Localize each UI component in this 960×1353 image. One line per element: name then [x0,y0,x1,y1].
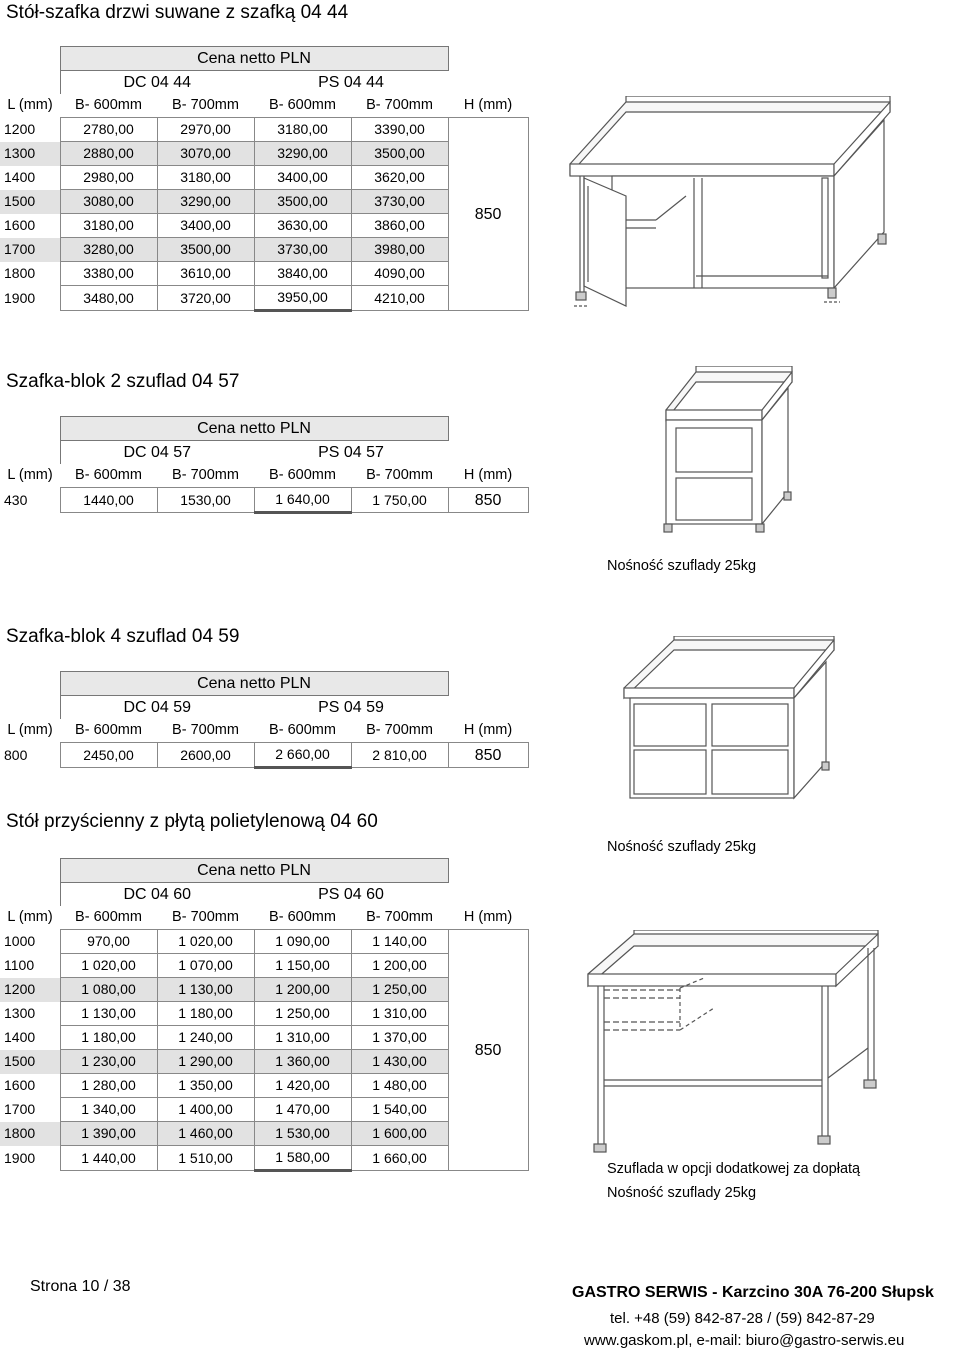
price-cell: 1 340,00 [60,1098,157,1122]
price-cell: 3980,00 [351,238,448,262]
price-header-row [0,47,528,71]
price-cell: 3070,00 [157,142,254,166]
column-header: B- 700mm [172,909,239,925]
price-cell: 3840,00 [254,262,351,286]
price-cell: 1 200,00 [254,978,351,1002]
column-header: B- 600mm [269,467,336,483]
price-cell: 1 420,00 [254,1074,351,1098]
price-cell: 1 530,00 [254,1122,351,1146]
price-cell: 1 580,00 [254,1146,351,1171]
length-cell: 1800 [0,1122,60,1146]
four-drawer-block-drawing [620,636,840,806]
length-cell: 1500 [0,190,60,214]
price-table [0,46,529,312]
price-cell: 1 510,00 [157,1146,254,1171]
spacer-cell [448,672,528,696]
spacer-cell [448,859,528,883]
column-header: H (mm) [463,909,513,925]
table-row [0,118,528,142]
column-header-row [0,719,528,743]
column-header: B- 700mm [172,722,239,738]
price-cell: 1 310,00 [254,1026,351,1050]
price-cell: 1 080,00 [60,978,157,1002]
column-header: B- 700mm [366,467,433,483]
length-cell: 1900 [4,1149,36,1166]
spacer-cell [0,859,60,883]
wall-table-drawing [584,930,884,1156]
price-header-row [0,417,528,441]
length-cell: 1400 [4,169,36,185]
price-table [0,416,529,514]
price-cell: 1 310,00 [351,1002,448,1026]
price-cell: 3380,00 [60,262,157,286]
height-cell: 850 [448,488,528,513]
company-web-email: www.gaskom.pl, e-mail: biuro@gastro-serwis.eu [584,1332,905,1349]
model-row [0,441,528,465]
price-cell: 1 240,00 [157,1026,254,1050]
model-ps: PS 04 57 [318,444,384,461]
model-ps: PS 04 44 [318,74,384,91]
model-ps: PS 04 60 [318,886,384,903]
spacer-cell [448,71,528,95]
price-cell: 2450,00 [60,743,157,768]
column-header: B- 700mm [366,722,433,738]
price-cell: 3400,00 [157,214,254,238]
price-cell: 2980,00 [60,166,157,190]
column-header: B- 600mm [75,909,142,925]
spacer-cell [448,696,528,720]
table-row [0,930,528,954]
price-cell: 3730,00 [351,190,448,214]
price-header-row [0,672,528,696]
section-title: Stół przyścienny z płytą polietylenową 04 60 [6,811,378,832]
price-cell: 1 660,00 [351,1146,448,1171]
price-cell: 4210,00 [351,286,448,311]
column-header: L (mm) [7,467,53,484]
price-cell: 1 370,00 [351,1026,448,1050]
price-cell: 2 810,00 [351,743,448,768]
column-header: B- 600mm [269,909,336,925]
length-cell: 1500 [0,1050,60,1074]
price-cell: 1 360,00 [254,1050,351,1074]
column-header: L (mm) [7,909,53,926]
column-header: H (mm) [463,722,513,738]
column-header: B- 700mm [366,97,433,113]
length-cell: 1900 [4,289,36,306]
column-header: H (mm) [463,97,513,113]
price-cell: 1 230,00 [60,1050,157,1074]
length-cell: 1600 [4,1077,36,1093]
price-cell: 3620,00 [351,166,448,190]
price-cell: 3860,00 [351,214,448,238]
spacer-cell [0,47,60,71]
length-cell: 1700 [4,1101,36,1117]
length-cell: 1300 [0,142,60,166]
price-cell: 1 130,00 [60,1002,157,1026]
column-header: B- 600mm [269,722,336,738]
model-row [0,696,528,720]
spacer-cell [0,441,60,465]
price-cell: 970,00 [60,930,157,954]
price-cell: 2970,00 [157,118,254,142]
price-cell: 1 350,00 [157,1074,254,1098]
price-cell: 1530,00 [157,488,254,513]
model-dc: DC 04 59 [60,696,254,720]
height-cell: 850 [448,118,528,311]
price-cell: 3730,00 [254,238,351,262]
price-cell: 1 090,00 [254,930,351,954]
column-header: B- 600mm [75,467,142,483]
spacer-cell [448,441,528,465]
column-header: B- 700mm [366,909,433,925]
length-cell: 800 [4,746,28,763]
column-header: L (mm) [7,722,53,739]
price-cell: 3630,00 [254,214,351,238]
column-header-row [0,94,528,118]
price-cell: 1 200,00 [351,954,448,978]
price-cell: 1 150,00 [254,954,351,978]
length-cell: 1800 [4,265,36,281]
price-cell: 2780,00 [60,118,157,142]
price-cell: 1 390,00 [60,1122,157,1146]
length-cell: 1100 [4,957,35,973]
price-cell: 1 250,00 [351,978,448,1002]
model-ps: PS 04 59 [318,699,384,716]
price-table [0,671,529,769]
length-cell: 1300 [4,1005,36,1021]
price-cell: 1 130,00 [157,978,254,1002]
price-cell: 1 020,00 [157,930,254,954]
column-header: B- 600mm [75,722,142,738]
price-cell: 1 290,00 [157,1050,254,1074]
price-cell: 1 540,00 [351,1098,448,1122]
spacer-cell [448,47,528,71]
price-cell: 2880,00 [60,142,157,166]
price-cell: 3400,00 [254,166,351,190]
section-title: Szafka-blok 4 szuflad 04 59 [6,626,240,647]
model-dc: DC 04 57 [60,441,254,465]
price-cell: 3500,00 [157,238,254,262]
price-header: Cena netto PLN [60,47,448,71]
spacer-cell [0,696,60,720]
cabinet-sliding-doors-drawing [566,96,906,316]
price-cell: 3500,00 [254,190,351,214]
drawer-load-note: Nośność szuflady 25kg [607,558,757,574]
price-cell: 3080,00 [60,190,157,214]
column-header: B- 600mm [269,97,336,113]
length-cell: 1600 [4,217,36,233]
price-cell: 2 660,00 [254,743,351,768]
price-cell: 1 280,00 [60,1074,157,1098]
column-header: B- 700mm [172,97,239,113]
spacer-cell [448,883,528,907]
price-cell: 3950,00 [254,286,351,311]
price-cell: 1 480,00 [351,1074,448,1098]
section-title: Szafka-blok 2 szuflad 04 57 [6,371,240,392]
price-cell: 1 440,00 [60,1146,157,1171]
price-cell: 1 430,00 [351,1050,448,1074]
price-cell: 1 070,00 [157,954,254,978]
price-cell: 3180,00 [254,118,351,142]
price-cell: 3610,00 [157,262,254,286]
price-cell: 1440,00 [60,488,157,513]
price-cell: 1 750,00 [351,488,448,513]
two-drawer-block-drawing [660,366,810,536]
price-cell: 1 640,00 [254,488,351,513]
price-header: Cena netto PLN [60,417,448,441]
price-header: Cena netto PLN [60,859,448,883]
price-cell: 3280,00 [60,238,157,262]
drawer-load-note: Nośność szuflady 25kg [607,839,757,855]
length-cell: 430 [4,491,28,508]
length-cell: 1000 [4,933,36,949]
price-header: Cena netto PLN [60,672,448,696]
price-cell: 3290,00 [254,142,351,166]
spacer-cell [0,417,60,441]
spacer-cell [0,883,60,907]
model-row [0,883,528,907]
price-cell: 3480,00 [60,286,157,311]
price-cell: 3180,00 [157,166,254,190]
price-cell: 1 460,00 [157,1122,254,1146]
column-header: B- 700mm [172,467,239,483]
column-header-row [0,464,528,488]
price-header-row [0,859,528,883]
drawer-load-note: Nośność szuflady 25kg [607,1185,757,1201]
price-cell: 3180,00 [60,214,157,238]
spacer-cell [0,672,60,696]
table-row [0,488,528,513]
column-header: H (mm) [463,467,513,483]
column-header: L (mm) [7,97,53,114]
model-dc: DC 04 60 [60,883,254,907]
height-cell: 850 [448,743,528,768]
price-cell: 1 020,00 [60,954,157,978]
model-row [0,71,528,95]
price-cell: 1 140,00 [351,930,448,954]
price-cell: 1 400,00 [157,1098,254,1122]
price-cell: 2600,00 [157,743,254,768]
price-table [0,858,529,1172]
model-dc: DC 04 44 [60,71,254,95]
spacer-cell [448,417,528,441]
table-row [0,743,528,768]
price-cell: 1 600,00 [351,1122,448,1146]
length-cell: 1200 [0,978,60,1002]
price-cell: 3720,00 [157,286,254,311]
price-cell: 3390,00 [351,118,448,142]
price-cell: 3500,00 [351,142,448,166]
spacer-cell [0,71,60,95]
length-cell: 1700 [0,238,60,262]
price-cell: 3290,00 [157,190,254,214]
length-cell: 1400 [4,1029,36,1045]
company-phone: tel. +48 (59) 842-87-28 / (59) 842-87-29 [610,1310,875,1327]
price-cell: 4090,00 [351,262,448,286]
price-cell: 1 470,00 [254,1098,351,1122]
company-address: GASTRO SERWIS - Karzcino 30A 76-200 Słupsk [572,1284,934,1301]
section-title: Stół-szafka drzwi suwane z szafką 04 44 [6,2,349,23]
price-cell: 1 250,00 [254,1002,351,1026]
price-cell: 1 180,00 [60,1026,157,1050]
column-header: B- 600mm [75,97,142,113]
drawer-option-note: Szuflada w opcji dodatkowej za dopłatą [607,1161,861,1177]
page-number: Strona 10 / 38 [30,1278,131,1295]
price-cell: 1 180,00 [157,1002,254,1026]
height-cell: 850 [448,930,528,1171]
length-cell: 1200 [4,121,36,137]
column-header-row [0,906,528,930]
